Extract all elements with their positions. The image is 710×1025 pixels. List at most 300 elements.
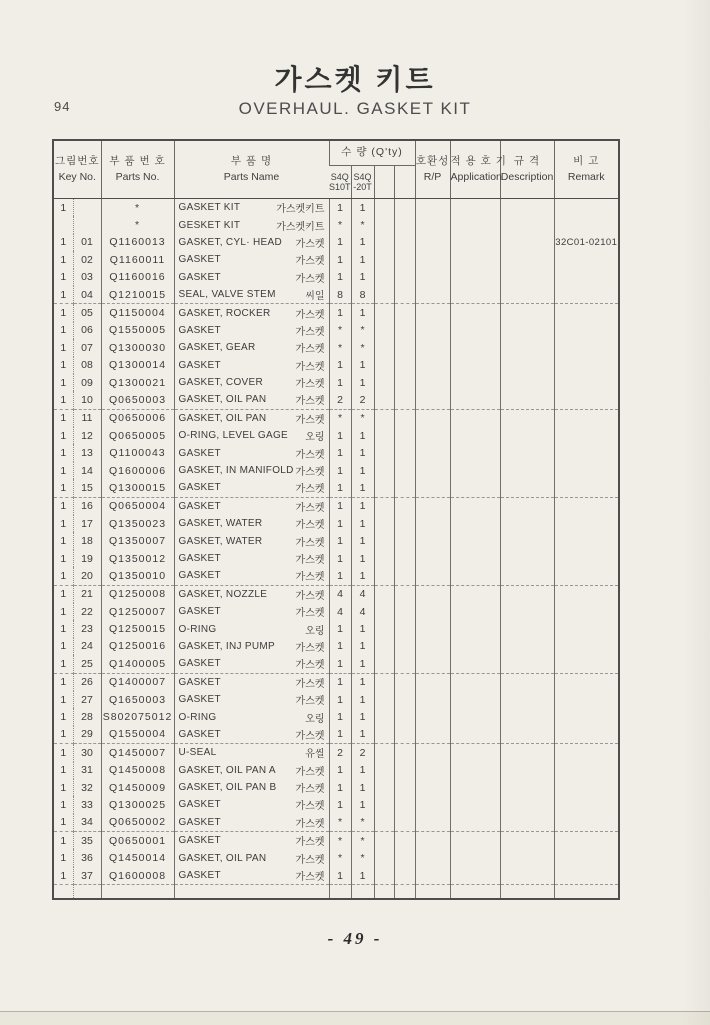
application-cell: [450, 762, 500, 779]
parts-name-cell: [174, 357, 329, 374]
qty-blank-cell: [394, 409, 415, 427]
qty-s4q-s10t-cell: 1: [329, 374, 351, 391]
qty-blank-cell: [374, 567, 394, 585]
parts-name-wrap: [175, 780, 329, 795]
qty-blank-cell: [394, 515, 415, 532]
remark-cell: [554, 708, 619, 725]
key-no-cell: 1: [53, 497, 73, 515]
qty-s4q-s10t-cell: 1: [329, 673, 351, 691]
key-no-cell: 1: [60, 764, 67, 777]
item-no-cell: 21: [73, 585, 101, 603]
application-cell: [450, 550, 500, 567]
rp-cell: [415, 479, 450, 497]
qty-blank-cell: [394, 339, 415, 356]
application-cell: [450, 374, 500, 391]
table-row: [53, 655, 619, 673]
parts-name-wrap: [175, 797, 329, 812]
qty-blank-cell: [394, 691, 415, 708]
parts-name-kr: 유씰: [305, 749, 325, 761]
parts-name-en: GASKET: [178, 816, 221, 828]
qty-s4q-s10t-cell: *: [329, 849, 351, 866]
parts-no-cell: Q0650004: [101, 497, 174, 515]
description-cell: [500, 620, 554, 637]
parts-name-wrap: [175, 815, 329, 830]
qty-blank-cell: [394, 603, 415, 620]
description-cell: [500, 497, 554, 515]
qty-s4q-20t-cell: 1: [351, 462, 374, 479]
parts-name-cell: [174, 286, 329, 304]
table-row: [53, 286, 619, 304]
qty-blank-cell: [394, 867, 415, 885]
table-row: [53, 638, 619, 655]
parts-name-wrap: [175, 499, 329, 514]
parts-no-cell: Q1300015: [101, 479, 174, 497]
qty-s4q-20t-cell: 1: [351, 762, 374, 779]
description-cell: [500, 638, 554, 655]
rp-cell: [415, 762, 450, 779]
remark-cell: [554, 726, 619, 744]
parts-no-cell: Q1450014: [101, 849, 174, 866]
parts-no-cell: Q1450007: [101, 744, 174, 762]
parts-name-en: GESKET KIT: [178, 219, 241, 231]
parts-name-kr: 가스켓: [295, 854, 325, 866]
remark-cell: [554, 497, 619, 515]
filler-cell: [329, 885, 351, 900]
col-header-remark-en: Remark: [567, 170, 605, 183]
parts-name-kr: 가스켓: [295, 818, 325, 830]
parts-table: [52, 139, 620, 900]
description-cell: [500, 567, 554, 585]
table-row: [53, 269, 619, 286]
rp-cell: [415, 304, 450, 322]
application-cell: [450, 462, 500, 479]
qty-sub-label: S4Q: [330, 171, 349, 182]
key-no-cell: 1: [60, 728, 67, 741]
parts-name-wrap: [175, 428, 329, 443]
parts-no-cell: Q0650005: [101, 427, 174, 444]
parts-name-kr: 가스켓: [295, 361, 325, 373]
qty-blank-cell: [374, 744, 394, 762]
table-row: [53, 251, 619, 268]
key-no-cell: 1: [53, 409, 73, 427]
rp-cell: [415, 357, 450, 374]
parts-name-wrap: [175, 710, 329, 725]
description-cell: [500, 251, 554, 268]
qty-s4q-s10t-cell: 4: [329, 603, 351, 620]
table-row: [53, 796, 619, 813]
qty-s4q-20t-cell: 1: [351, 673, 374, 691]
row-group: [53, 199, 619, 304]
qty-blank-cell: [374, 374, 394, 391]
parts-name-kr: 가스켓: [295, 344, 325, 356]
key-no-cell: 1: [60, 623, 67, 636]
qty-s4q-20t-cell: 1: [351, 304, 374, 322]
application-cell: [450, 304, 500, 322]
parts-no-cell: Q1250015: [101, 620, 174, 637]
parts-name-kr: 가스켓: [295, 502, 325, 514]
application-cell: [450, 339, 500, 356]
rp-cell: [415, 286, 450, 304]
parts-name-en: SEAL, VALVE STEM: [178, 289, 276, 301]
qty-s4q-20t-cell: 1: [351, 199, 374, 217]
col-header-remark-kr: 비 고: [573, 154, 600, 167]
parts-no-cell: Q0650002: [101, 814, 174, 832]
application-cell: [450, 497, 500, 515]
application-cell: [450, 269, 500, 286]
parts-name-cell: [174, 779, 329, 796]
col-header-qty-s4q-20t: [351, 166, 374, 199]
parts-no-cell: Q1600008: [101, 867, 174, 885]
table-row: [53, 867, 619, 885]
qty-blank-cell: [374, 550, 394, 567]
key-no-cell: 1: [60, 552, 67, 565]
item-no-cell: 32: [73, 779, 101, 796]
key-no-cell: [53, 216, 73, 233]
item-no-cell: 14: [73, 462, 101, 479]
remark-cell: [554, 532, 619, 549]
item-no-cell: 18: [73, 532, 101, 549]
remark-cell: [554, 832, 619, 850]
qty-s4q-s10t-cell: 1: [329, 867, 351, 885]
qty-s4q-20t-cell: 1: [351, 726, 374, 744]
parts-name-wrap: [175, 692, 329, 707]
item-no-cell: 37: [73, 867, 101, 885]
col-header-description: [500, 140, 554, 199]
parts-name-kr: 가스켓키트: [276, 204, 325, 216]
table-row: [53, 497, 619, 515]
row-group: [53, 304, 619, 409]
remark-cell: [554, 673, 619, 691]
qty-blank-cell: [394, 849, 415, 866]
qty-blank-cell: [374, 779, 394, 796]
qty-sub-label: S4Q: [353, 171, 372, 182]
parts-name-en: GASKET: [178, 835, 221, 847]
item-no-cell: 22: [73, 603, 101, 620]
parts-name-cell: [174, 479, 329, 497]
qty-blank-cell: [394, 744, 415, 762]
scan-edge-area: [0, 1012, 710, 1025]
row-group: [53, 585, 619, 673]
qty-s4q-20t-cell: 2: [351, 744, 374, 762]
qty-blank-cell: [374, 849, 394, 866]
parts-name-en: GASKET: [178, 447, 221, 459]
rp-cell: [415, 234, 450, 251]
qty-s4q-s10t-cell: 1: [329, 620, 351, 637]
col-header-rp-en: R/P: [423, 170, 442, 183]
remark-cell: [554, 849, 619, 866]
table-row: [53, 673, 619, 691]
qty-blank-cell: [374, 462, 394, 479]
qty-blank-cell: [374, 585, 394, 603]
parts-name-en: GASKET: [178, 254, 221, 266]
key-no-cell: 1: [60, 640, 67, 653]
parts-no-cell: Q1250008: [101, 585, 174, 603]
parts-name-en: O-RING: [178, 623, 217, 635]
qty-s4q-20t-cell: *: [351, 832, 374, 850]
filler-cell: [53, 885, 73, 900]
application-cell: [450, 638, 500, 655]
qty-blank-cell: [374, 479, 394, 497]
qty-s4q-s10t-cell: 1: [329, 567, 351, 585]
remark-cell: [554, 269, 619, 286]
qty-s4q-s10t-cell: *: [329, 216, 351, 233]
parts-name-wrap: [175, 218, 329, 233]
col-header-description-en: Description: [500, 170, 554, 183]
parts-name-kr: 가스켓: [295, 730, 325, 742]
qty-blank-cell: [394, 708, 415, 725]
rp-cell: [415, 199, 450, 217]
description-cell: [500, 708, 554, 725]
qty-blank-cell: [394, 620, 415, 637]
description-cell: [500, 832, 554, 850]
item-no-cell: 34: [73, 814, 101, 832]
parts-no-cell: Q1450009: [101, 779, 174, 796]
item-no-cell: 29: [73, 726, 101, 744]
parts-no-cell: Q0650006: [101, 409, 174, 427]
qty-s4q-20t-cell: 1: [351, 638, 374, 655]
col-header-key-kr: 그림번호: [54, 154, 100, 167]
parts-no-cell: Q1650003: [101, 691, 174, 708]
parts-name-kr: 가스켓: [295, 837, 325, 849]
key-no-cell: 1: [60, 816, 67, 829]
col-header-description-kr: 규 격: [513, 154, 541, 167]
rp-cell: [415, 655, 450, 673]
key-no-cell: 1: [60, 447, 67, 460]
table-row: [53, 585, 619, 603]
rp-cell: [415, 620, 450, 637]
parts-name-kr: 가스켓키트: [276, 221, 325, 233]
parts-name-cell: [174, 849, 329, 866]
parts-name-kr: 가스켓: [295, 642, 325, 654]
rp-cell: [415, 251, 450, 268]
parts-name-en: GASKET, WATER: [178, 535, 263, 547]
rp-cell: [415, 269, 450, 286]
filler-row-group: [53, 885, 619, 900]
parts-name-kr: 가스켓: [295, 572, 325, 584]
application-cell: [450, 479, 500, 497]
rp-cell: [415, 322, 450, 339]
parts-no-cell: Q1550005: [101, 322, 174, 339]
qty-s4q-s10t-cell: 1: [329, 726, 351, 744]
qty-blank-cell: [394, 444, 415, 461]
qty-s4q-s10t-cell: 1: [329, 199, 351, 217]
table-row: [53, 744, 619, 762]
description-cell: [500, 550, 554, 567]
parts-no-cell: Q1210015: [101, 286, 174, 304]
parts-name-wrap: [175, 745, 329, 760]
item-no-cell: 23: [73, 620, 101, 637]
key-no-cell: 1: [60, 869, 67, 882]
col-header-qty: 수 량 (Q'ty): [329, 140, 415, 166]
parts-name-cell: [174, 673, 329, 691]
qty-blank-cell: [394, 497, 415, 515]
qty-s4q-20t-cell: 1: [351, 251, 374, 268]
parts-name-cell: [174, 708, 329, 725]
qty-s4q-s10t-cell: *: [329, 339, 351, 356]
table-row: [53, 391, 619, 409]
parts-name-wrap: [175, 587, 329, 602]
parts-name-cell: [174, 691, 329, 708]
key-no-cell: 1: [60, 481, 67, 494]
parts-name-cell: [174, 726, 329, 744]
description-cell: [500, 444, 554, 461]
item-no-cell: 28: [73, 708, 101, 725]
item-no-cell: 20: [73, 567, 101, 585]
qty-blank-cell: [394, 391, 415, 409]
key-no-cell: 1: [60, 657, 67, 670]
qty-blank-cell: [394, 762, 415, 779]
parts-name-en: GASKET: [178, 324, 221, 336]
application-cell: [450, 199, 500, 217]
remark-cell: 32C01-02101: [554, 234, 619, 251]
qty-blank-cell: [394, 638, 415, 655]
parts-name-wrap: [175, 480, 329, 495]
parts-name-en: GASKET: [178, 271, 221, 283]
parts-name-en: GASKET: [178, 606, 221, 618]
rp-cell: [415, 673, 450, 691]
parts-name-en: GASKET: [178, 482, 221, 494]
filler-cell: [554, 885, 619, 900]
col-header-rp: [415, 140, 450, 199]
item-no-cell: 11: [73, 409, 101, 427]
rp-cell: [415, 726, 450, 744]
parts-name-wrap: [175, 463, 329, 478]
key-no-cell: 1: [60, 781, 67, 794]
parts-name-cell: [174, 374, 329, 391]
qty-s4q-20t-cell: *: [351, 322, 374, 339]
parts-name-kr: 가스켓: [295, 467, 325, 479]
remark-cell: [554, 339, 619, 356]
parts-name-cell: [174, 762, 329, 779]
filler-cell: [351, 885, 374, 900]
item-no-cell: 15: [73, 479, 101, 497]
table-row: [53, 603, 619, 620]
parts-name-wrap: [175, 851, 329, 866]
parts-name-en: GASKET: [178, 570, 221, 582]
parts-name-wrap: [175, 622, 329, 637]
qty-blank-cell: [374, 515, 394, 532]
parts-name-kr: 오링: [305, 713, 325, 725]
table-row: [53, 779, 619, 796]
qty-blank-cell: [394, 550, 415, 567]
qty-blank-cell: [374, 762, 394, 779]
remark-cell: [554, 199, 619, 217]
qty-s4q-s10t-cell: *: [329, 814, 351, 832]
qty-s4q-s10t-cell: 1: [329, 357, 351, 374]
row-group: [53, 832, 619, 885]
parts-no-cell: Q1350012: [101, 550, 174, 567]
parts-name-kr: 가스켓: [295, 309, 325, 321]
qty-blank-cell: [374, 409, 394, 427]
parts-name-wrap: [175, 340, 329, 355]
parts-name-en: GASKET, WATER: [178, 518, 263, 530]
table-row: [53, 216, 619, 233]
qty-s4q-20t-cell: 1: [351, 497, 374, 515]
qty-blank-cell: [374, 867, 394, 885]
filler-cell: [73, 885, 101, 900]
parts-name-en: GASKET, CYL· HEAD: [178, 236, 282, 248]
remark-cell: [554, 216, 619, 233]
remark-cell: [554, 357, 619, 374]
parts-name-cell: [174, 585, 329, 603]
qty-blank-cell: [374, 726, 394, 744]
rp-cell: [415, 849, 450, 866]
parts-name-en: GASKET, NOZZLE: [178, 588, 268, 600]
item-no-cell: 19: [73, 550, 101, 567]
description-cell: [500, 796, 554, 813]
description-cell: [500, 234, 554, 251]
qty-blank-cell: [394, 286, 415, 304]
description-cell: [500, 603, 554, 620]
description-cell: [500, 374, 554, 391]
table-row: [53, 691, 619, 708]
parts-name-cell: [174, 251, 329, 268]
qty-blank-cell: [394, 814, 415, 832]
parts-name-wrap: [175, 252, 329, 267]
col-header-application: [450, 140, 507, 199]
key-no-cell: 1: [60, 517, 67, 530]
application-cell: [450, 427, 500, 444]
filler-cell: [394, 885, 415, 900]
qty-blank-cell: [374, 532, 394, 549]
description-cell: [500, 462, 554, 479]
qty-s4q-20t-cell: 1: [351, 655, 374, 673]
item-no-cell: 31: [73, 762, 101, 779]
application-cell: [450, 567, 500, 585]
remark-cell: [554, 515, 619, 532]
key-no-cell: 1: [53, 304, 73, 322]
parts-name-wrap: [175, 358, 329, 373]
scan-edge-shade: [682, 0, 710, 1025]
item-no-cell: 36: [73, 849, 101, 866]
parts-name-wrap: [175, 727, 329, 742]
key-no-cell: 1: [60, 288, 67, 301]
qty-blank-cell: [374, 691, 394, 708]
qty-blank-cell: [374, 339, 394, 356]
qty-blank-cell: [394, 726, 415, 744]
parts-name-en: GASKET, INJ PUMP: [178, 640, 275, 652]
qty-s4q-20t-cell: 1: [351, 796, 374, 813]
parts-name-en: GASKET, GEAR: [178, 342, 256, 354]
parts-no-cell: *: [101, 199, 174, 217]
qty-blank-cell: [394, 479, 415, 497]
qty-blank-cell: [374, 673, 394, 691]
parts-name-wrap: [175, 656, 329, 671]
remark-cell: [554, 427, 619, 444]
key-no-cell: 1: [60, 711, 67, 724]
qty-s4q-s10t-cell: 4: [329, 585, 351, 603]
application-cell: [450, 744, 500, 762]
application-cell: [450, 357, 500, 374]
parts-name-wrap: [175, 675, 329, 690]
remark-cell: [554, 779, 619, 796]
qty-blank-cell: [394, 779, 415, 796]
col-header-parts-name: [174, 140, 329, 199]
qty-blank-cell: [374, 796, 394, 813]
col-header-key: [53, 140, 101, 199]
rp-cell: [415, 832, 450, 850]
qty-s4q-20t-cell: 1: [351, 550, 374, 567]
remark-cell: [554, 374, 619, 391]
item-no-cell: 07: [73, 339, 101, 356]
qty-s4q-s10t-cell: 1: [329, 462, 351, 479]
rp-cell: [415, 216, 450, 233]
key-no-cell: 1: [60, 693, 67, 706]
description-cell: [500, 585, 554, 603]
rp-cell: [415, 779, 450, 796]
qty-blank-cell: [394, 251, 415, 268]
parts-no-cell: Q1400007: [101, 673, 174, 691]
